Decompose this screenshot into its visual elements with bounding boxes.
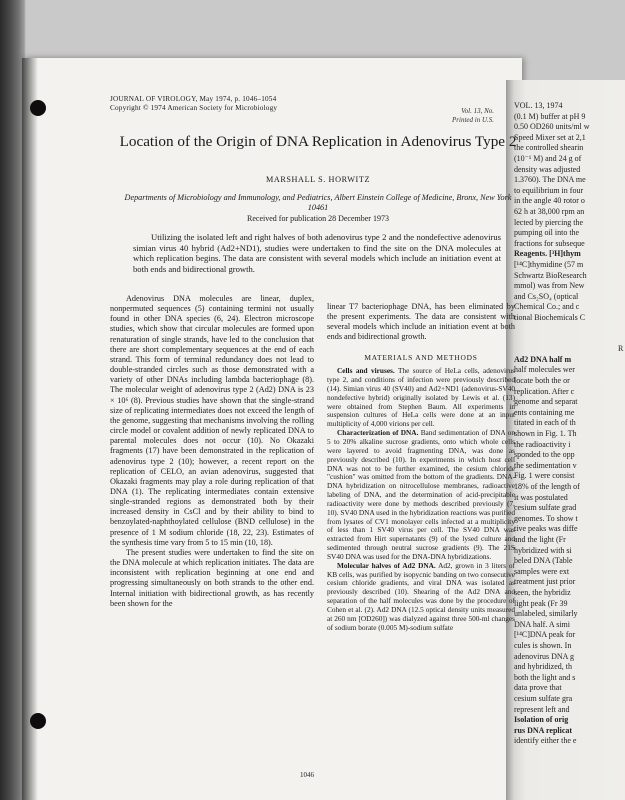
facing-page-line: in the angle 40 rotor o xyxy=(514,196,585,206)
facing-page-line: light peak (Fr 39 xyxy=(514,598,568,608)
intro-paragraph-2: The present studies were undertaken to find the site on the DNA molecule at which replication initiates. The data are inconsistent with replication beginning at one end and progressing simultaneously on both strands to the other end. Internal initiation with bidirectional growth, as has recently been shown for the xyxy=(110,547,314,608)
characterization-subheading: Characterization of DNA. xyxy=(337,428,419,438)
page-number: 1046 xyxy=(300,771,314,779)
facing-page-line: the radioactivity i xyxy=(514,439,571,449)
facing-page-line: cesium sulfate grad xyxy=(514,503,577,513)
cells-text: The source of HeLa cells, adenovirus type 2, and conditions of infection were previously described (14). Simian virus 40 (SV40) and Ad2+ND1 (adenovirus-SV40 nondefective hybrid) originally isolated by Lewis et al. (13) were obtained from Stephen Baum. All experiments in suspension cultures of HeLa cells were done at an input multiplicity of 4,000 virions per cell. xyxy=(327,366,515,429)
facing-page-line: it was postulated xyxy=(514,492,568,502)
facing-page-line: Schwartz BioResearch xyxy=(514,270,587,280)
facing-page-line: tional Biochemicals C xyxy=(514,313,586,322)
methods-characterization-paragraph xyxy=(327,429,515,562)
facing-page-line: samples were ext xyxy=(514,566,570,576)
cells-subheading: Cells and viruses. xyxy=(337,366,395,376)
facing-page-line: 1.3760). The DNA me xyxy=(514,175,586,185)
article-author: MARSHALL S. HORWITZ xyxy=(265,175,371,184)
facing-page-line: replication. After c xyxy=(514,386,575,396)
facing-page-line: Isolation of orig xyxy=(514,715,569,725)
volume-line: Vol. 13, No. xyxy=(461,107,494,115)
facing-page-line: R xyxy=(618,344,624,354)
facing-page-line: data prove that xyxy=(514,683,562,693)
printed-line: Printed in U.S. xyxy=(452,116,494,124)
facing-page-line: and Cs₂SO₄ (optical xyxy=(514,291,579,301)
page-edge-shadow xyxy=(22,58,38,800)
facing-page-line: to equilibrium in four xyxy=(514,185,584,195)
journal-citation: JOURNAL OF VIROLOGY, May 1974, p. 1046–1054 xyxy=(110,95,277,103)
facing-page-line: pumping oil into the xyxy=(514,228,580,238)
author-affiliation: Departments of Microbiology and Immunology, and Pediatrics, Albert Einstein College of Medicine, Bronx, New York 10461 xyxy=(124,193,512,212)
section-heading: MATERIALS AND METHODS xyxy=(364,353,478,363)
molecular-halves-subheading: Molecular halves of Ad2 DNA. xyxy=(337,560,436,570)
received-date: Received for publication 28 December 1973 xyxy=(247,214,389,223)
facing-page-line: the sedimentation v xyxy=(514,460,577,470)
punch-hole-bottom xyxy=(30,713,46,729)
facing-page-line: density was adjusted xyxy=(514,164,581,174)
facing-page-line: Fig. 1 were consist xyxy=(514,471,575,481)
volume-header xyxy=(452,107,494,125)
facing-page-line: (10⁻¹ M) and 24 g of xyxy=(514,154,582,163)
facing-page-line: [¹⁴C]DNA peak for xyxy=(514,630,576,640)
facing-page-line: lected by piercing the xyxy=(514,217,584,227)
facing-page-line: 62 h at 38,000 rpm an xyxy=(514,207,585,216)
intro-paragraph-1: Adenovirus DNA molecules are linear, duplex, nonpermuted sequences (5) containing termini not usually found in other DNA species (6, 24). Electron microscope studies, which show that circular molecules are formed upon renaturation of single strands, have led to the conclusion that there are short complementary sequences at the end of each strand. This form of terminal redundancy does not lead to double-stranded circles such as those demonstrated with a variety of other DNAs including lambda bacteriophage (8). The molecular weight of adenovirus type 2 (Ad2) DNA is 23 × 10⁶ (8). Previous studies have shown that the single-strand size of replicating intermediates does not exceed the length of the genome, suggesting that mechanisms involving the rolling circle model or covalent addition of newly replicated DNA to parental molecules does not occur (10). No Okazaki fragments (17) have been demonstrated in the replication of adenovirus type 2 (10); however, a recent report on the replication of CELO, an avian adenovirus, suggested that Okazaki fragments may play a role during replication of that DNA (1). The replicating intermediates contain extensive single-stranded regions as demonstrated both by their increased density in CsCl and by their ability to bind to benzoylated-naphthoylated cellulose (BND cellulose) in the presence of 1 M sodium chloride (18, 22, 23). Estimates of the synthesis time vary from 5 to 15 min (10, 18). xyxy=(110,294,314,547)
facing-page-line: Speed Mixer set at 2,1 xyxy=(514,132,586,142)
facing-page-line: mmol) was from New xyxy=(514,281,585,291)
facing-page-line: and hybridized, th xyxy=(514,662,572,672)
copyright-line: Copyright © 1974 American Society for Microbiology xyxy=(110,104,278,112)
facing-page xyxy=(506,80,625,800)
facing-page-line: shown in Fig. 1. Th xyxy=(514,429,577,438)
facing-page-line: represent left and xyxy=(514,704,570,714)
facing-page-line: [¹⁴C]thymidine (57 m xyxy=(514,260,584,269)
facing-page-line: Reagents. [³H]thym xyxy=(514,249,581,259)
column-left xyxy=(110,294,314,609)
facing-page-line: the controlled shearin xyxy=(514,143,584,153)
facing-page-line: identify either the e xyxy=(514,736,577,746)
facing-page-line: DNA half. A simi xyxy=(514,619,571,629)
facing-page-line: unlabeled, similarly xyxy=(514,609,578,619)
facing-page-line: hybridized with si xyxy=(514,545,572,555)
facing-page-line: tive peaks was diffe xyxy=(514,524,578,534)
facing-page-line: (0.1 M) buffer at pH 9 xyxy=(514,111,586,121)
molecular-halves-text: Ad2, grown in 3 liters of KB cells, was purified by isopycnic banding on two consecutive cesium chloride gradients, and viral DNA was isolated as previously described (10). Shearing of the Ad2 DNA and separation of the half molecules was done by the procedure of Cohen et al. (2). Ad2 DNA (12.5 optical density units measured at 260 nm [OD260]) was dialyzed against three 500-ml changes of sodium borate (0.005 M)-sodium sulfate xyxy=(327,560,515,632)
facing-page-line: genomes. To show t xyxy=(514,513,578,523)
methods-molecular-halves-paragraph xyxy=(327,562,515,633)
characterization-text: Band sedimentation of DNA on 5 to 20% alkaline sucrose gradients, onto which whole cells were layered to avoid fragmenting DNA, was done as previously described (10). In experiments in which host cell DNA was not to be further examined, the cesium chloride "cushion" was omitted from the bottom of the gradients. DNA-DNA hybridization on nitrocellulose membranes, radioactive labeling of DNA, and the determination of acid-precipitable radioactivity were done by methods described previously (7, 10). SV40 DNA used in the hybridization reactions was purified from lysates of CV1 monolayer cells infected at a multiplicity of less than 1 SV40 virus per cell. The SV40 DNA was extracted from Hirt supernatants (9) of the lysed culture and sedimented through neutral sucrose gradients (9). The 21S SV40 DNA was used for the DNA-DNA hybridizations. xyxy=(327,428,515,561)
facing-page-line: 18% of the length of xyxy=(514,482,580,491)
facing-page-line: cesium sulfate gra xyxy=(514,694,573,703)
facing-page-line: 0.50 OD260 units/ml w xyxy=(514,122,590,132)
facing-page-line: adenovirus DNA g xyxy=(514,651,574,661)
facing-page-line: both the light and s xyxy=(514,672,576,682)
facing-page-line: seen, the hybridiz xyxy=(514,588,571,597)
facing-page-line: cules is shown. In xyxy=(514,641,572,650)
facing-page-line: half molecules wer xyxy=(514,365,575,375)
facing-page-line: rus DNA replicat xyxy=(514,725,573,735)
journal-header xyxy=(110,95,277,113)
facing-page-line: Chemical Co.; and c xyxy=(514,302,580,312)
facing-page-line: genome and separat xyxy=(514,397,578,407)
facing-page-line: VOL. 13, 1974 xyxy=(514,101,563,110)
facing-page-line: beled DNA (Table xyxy=(514,556,573,566)
facing-page-line: titated in each of th xyxy=(514,418,576,428)
intro-continuation: linear T7 bacteriophage DNA, has been eliminated by the present experiments. The data are consistent with several models which include an initiation event at both ends and bidirectional growth. xyxy=(327,302,515,342)
facing-page-line: ents containing me xyxy=(514,407,575,417)
facing-page-line: sponded to the opp xyxy=(514,450,575,460)
article-title: Location of the Origin of DNA Replication in Adenovirus Type 2 xyxy=(119,133,517,150)
abstract: Utilizing the isolated left and right halves of both adenovirus type 2 and the nondefective adenovirus simian virus 40 hybrid (Ad2+ND1), studies were undertaken to find the site on the DNA molecules at which replication begins. The data are consistent with several models which include an initiation event at both ends and bidirectional growth. xyxy=(133,232,501,274)
facing-page-line: treatment just prior xyxy=(514,577,576,587)
punch-hole-top xyxy=(30,100,46,116)
facing-page-line: locate both the or xyxy=(514,376,570,385)
facing-page-line: Ad2 DNA half m xyxy=(514,354,572,364)
methods-cells-paragraph xyxy=(327,367,515,429)
column-right xyxy=(327,302,515,633)
facing-page-line: and the light (Fr xyxy=(514,535,566,544)
facing-page-line: fractions for subseque xyxy=(514,238,585,248)
